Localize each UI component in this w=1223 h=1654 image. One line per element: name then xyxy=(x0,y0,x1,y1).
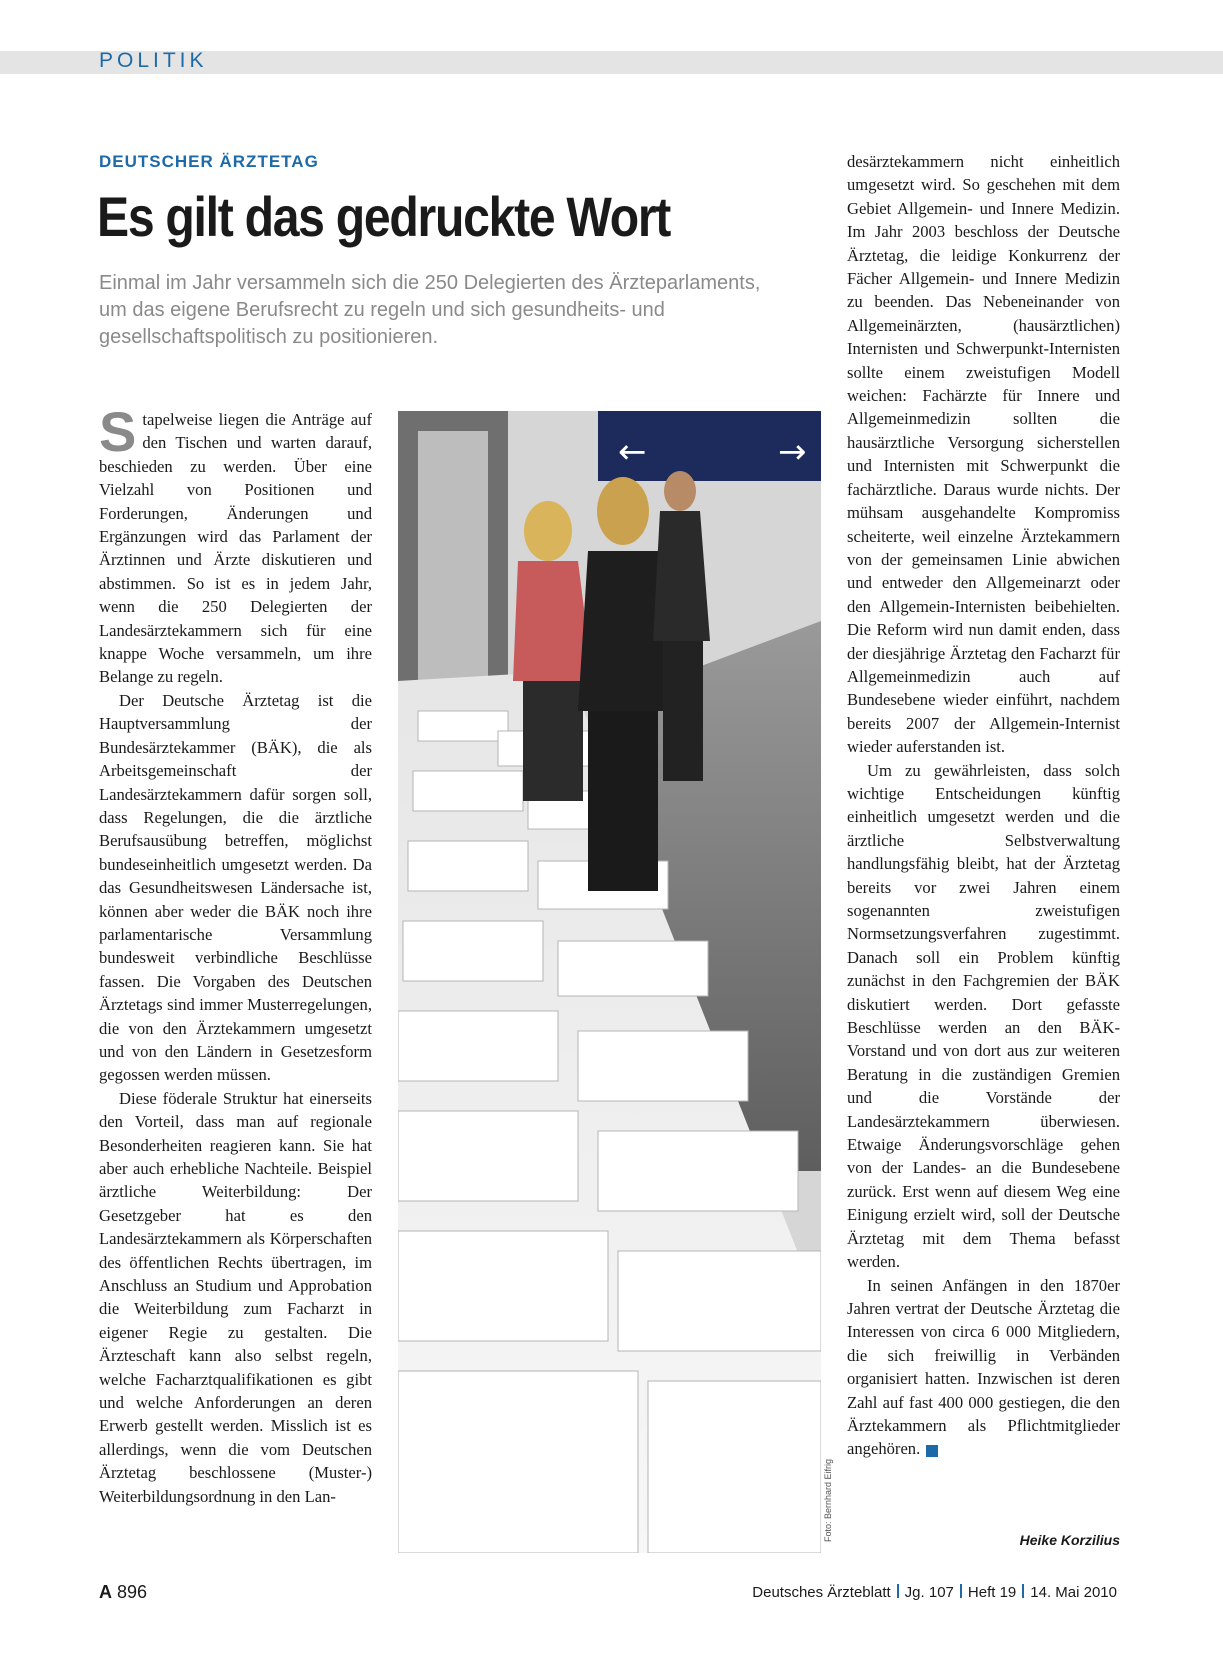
paragraph: In seinen Anfängen in den 1870er Jahren vertrat der Deutsche Ärztetag die Interessen von circa 6 000 Mitgliedern, die sich freiwillig in Verbänden organisiert hatten. Inzwischen ist deren Zahl auf fast 400 000 gestiegen, die den Ärztekammern als Pflichtmitglieder angehören. xyxy=(847,1275,1120,1459)
paragraph: Um zu gewährleisten, dass solch wichtige Entscheidungen künftig einheitlich umgesetzt werden und die ärztliche Selbstverwaltung handlungsfähig bleibt, hat der Ärztetag bereits vor zwei Jahren einem sogenannten zweistufigen Normsetzungsverfahren zugestimmt. Danach soll ein Problem künftig zunächst in den Fachgremien der BÄK diskutiert werden. Dort gefasste Beschlüsse werden an den BÄK-Vorstand und von dort aus zur weiteren Beratung in die zuständigen Gremien und die Vorstände der Landesärztekammern überwiesen. Etwaige Änderungsvorschläge gehen von der Landes- an die Bundesebene zurück. Erst wenn auf diesem Weg eine Einigung erzielt wird, soll der Deutsche Ärztetag mit dem Thema befasst werden. xyxy=(847,760,1120,1272)
drop-cap: S xyxy=(99,400,137,463)
footer-separator xyxy=(897,1584,899,1598)
author-byline: Heike Korzilius xyxy=(1019,1532,1120,1548)
right-column xyxy=(847,150,1120,1461)
section-label: POLITIK xyxy=(99,49,208,72)
article-kicker: DEUTSCHER ÄRZTETAG xyxy=(99,152,319,171)
photo-credit: Foto: Bernhard Eifrig xyxy=(823,1458,833,1542)
paragraph: Stapelweise liegen die Anträge auf den Tischen und warten darauf, beschieden zu werden. Über eine Vielzahl von Positionen und Forderungen, Änderungen und Ergänzungen wird das Parlament der Ärztinnen und Ärzte diskutieren und abstimmen. So ist es in jedem Jahr, wenn die 250 Delegierten der Landesärztekammern sich für eine knappe Woche versammeln, um ihre Belange zu regeln. xyxy=(99,400,372,687)
journal-name: Deutsches Ärzteblatt xyxy=(752,1584,891,1601)
volume: Jg. 107 xyxy=(904,1584,954,1601)
article-title: Es gilt das gedruckte Wort xyxy=(97,185,671,248)
footer-separator xyxy=(960,1584,962,1598)
article-lede: Einmal im Jahr versammeln sich die 250 Delegierten des Ärzteparlaments, um das eigene Berufsrecht zu regeln und sich gesundheits- und gesellschaftspolitisch zu positionieren. xyxy=(99,272,761,348)
journal-footer xyxy=(752,1584,1117,1601)
paragraph: desärztekammern nicht einheitlich umgesetzt wird. So geschehen mit dem Gebiet Allgemein- und Innere Medizin. Im Jahr 2003 beschloss der Deutsche Ärztetag, die leidige Konkurrenz der Fächer Allgemein- und Innere Medizin zu beenden. Das Nebeneinander von Allgemeinärzten, (hausärztlichen) Internisten und Schwerpunkt-Internisten sollte einem zweistufigen Modell weichen: Fachärzte für Innere und Allgemeinmedizin sollten die hausärztliche Versorgung sicherstellen und Internisten mit Schwerpunkt die fachärztliche. Daraus wurde nichts. Der mühsam ausgehandelte Kompromiss scheiterte, weil einzelne Ärztekammern von der gemeinsamen Linie abwichen und entweder den Allgemeinarzt oder den Allgemein-Internisten beibehielten. Die Reform wird nun damit enden, dass der diesjährige Ärztetag den Facharzt für Allgemeinmedizin auch auf Bundesebene wieder einführt, nachdem bereits 2007 der Allgemein-Internist wieder auferstanden ist. xyxy=(847,152,1120,757)
issue-date: 14. Mai 2010 xyxy=(1030,1584,1117,1601)
svg-text:→: → xyxy=(778,432,807,472)
article-photo xyxy=(398,411,821,1553)
issue: Heft 19 xyxy=(967,1584,1017,1601)
end-of-article-mark xyxy=(926,1445,938,1457)
paragraph: Diese föderale Struktur hat einerseits den Vorteil, dass man auf regionale Besonderheiten reagieren kann. Sie hat aber auch erhebliche Nachteile. Beispiel ärztliche Weiterbildung: Der Gesetzgeber hat es den Landesärztekammern als Körperschaften des öffentlichen Rechts übertragen, im Anschluss an Studium und Approbation die Weiterbildung zum Facharzt in eigener Regie zu gestalten. Die Ärzteschaft kann also selbst regeln, welche Facharztqualifikationen es gibt und welche Anforderungen an deren Erwerb gestellt werden. Misslich ist es allerdings, wenn die vom Deutschen Ärztetag beschlossene (Muster-) Weiterbildungsordnung in den Lan- xyxy=(99,1088,372,1506)
paragraph: Der Deutsche Ärztetag ist die Hauptversammlung der Bundesärztekammer (BÄK), die als Arbeitsgemeinschaft der Landesärztekammern dafür sorgen soll, dass Regelungen, die die ärztliche Berufsausübung betreffen, möglichst bundeseinheitlich umgesetzt werden. Da das Gesundheitswesen Ländersache ist, können aber weder die BÄK noch ihre parlamentarische Versammlung bundesweit verbindliche Beschlüsse fassen. Die Vorgaben des Deutschen Ärztetags sind immer Musterregelungen, die von den Ärztekammern umgesetzt und von den Ländern in Gesetzesform gegossen werden müssen. xyxy=(99,690,372,1085)
page-number: A 896 xyxy=(99,1582,148,1602)
footer-separator xyxy=(1022,1584,1024,1598)
left-column xyxy=(99,400,372,1508)
svg-text:←: ← xyxy=(618,432,647,472)
